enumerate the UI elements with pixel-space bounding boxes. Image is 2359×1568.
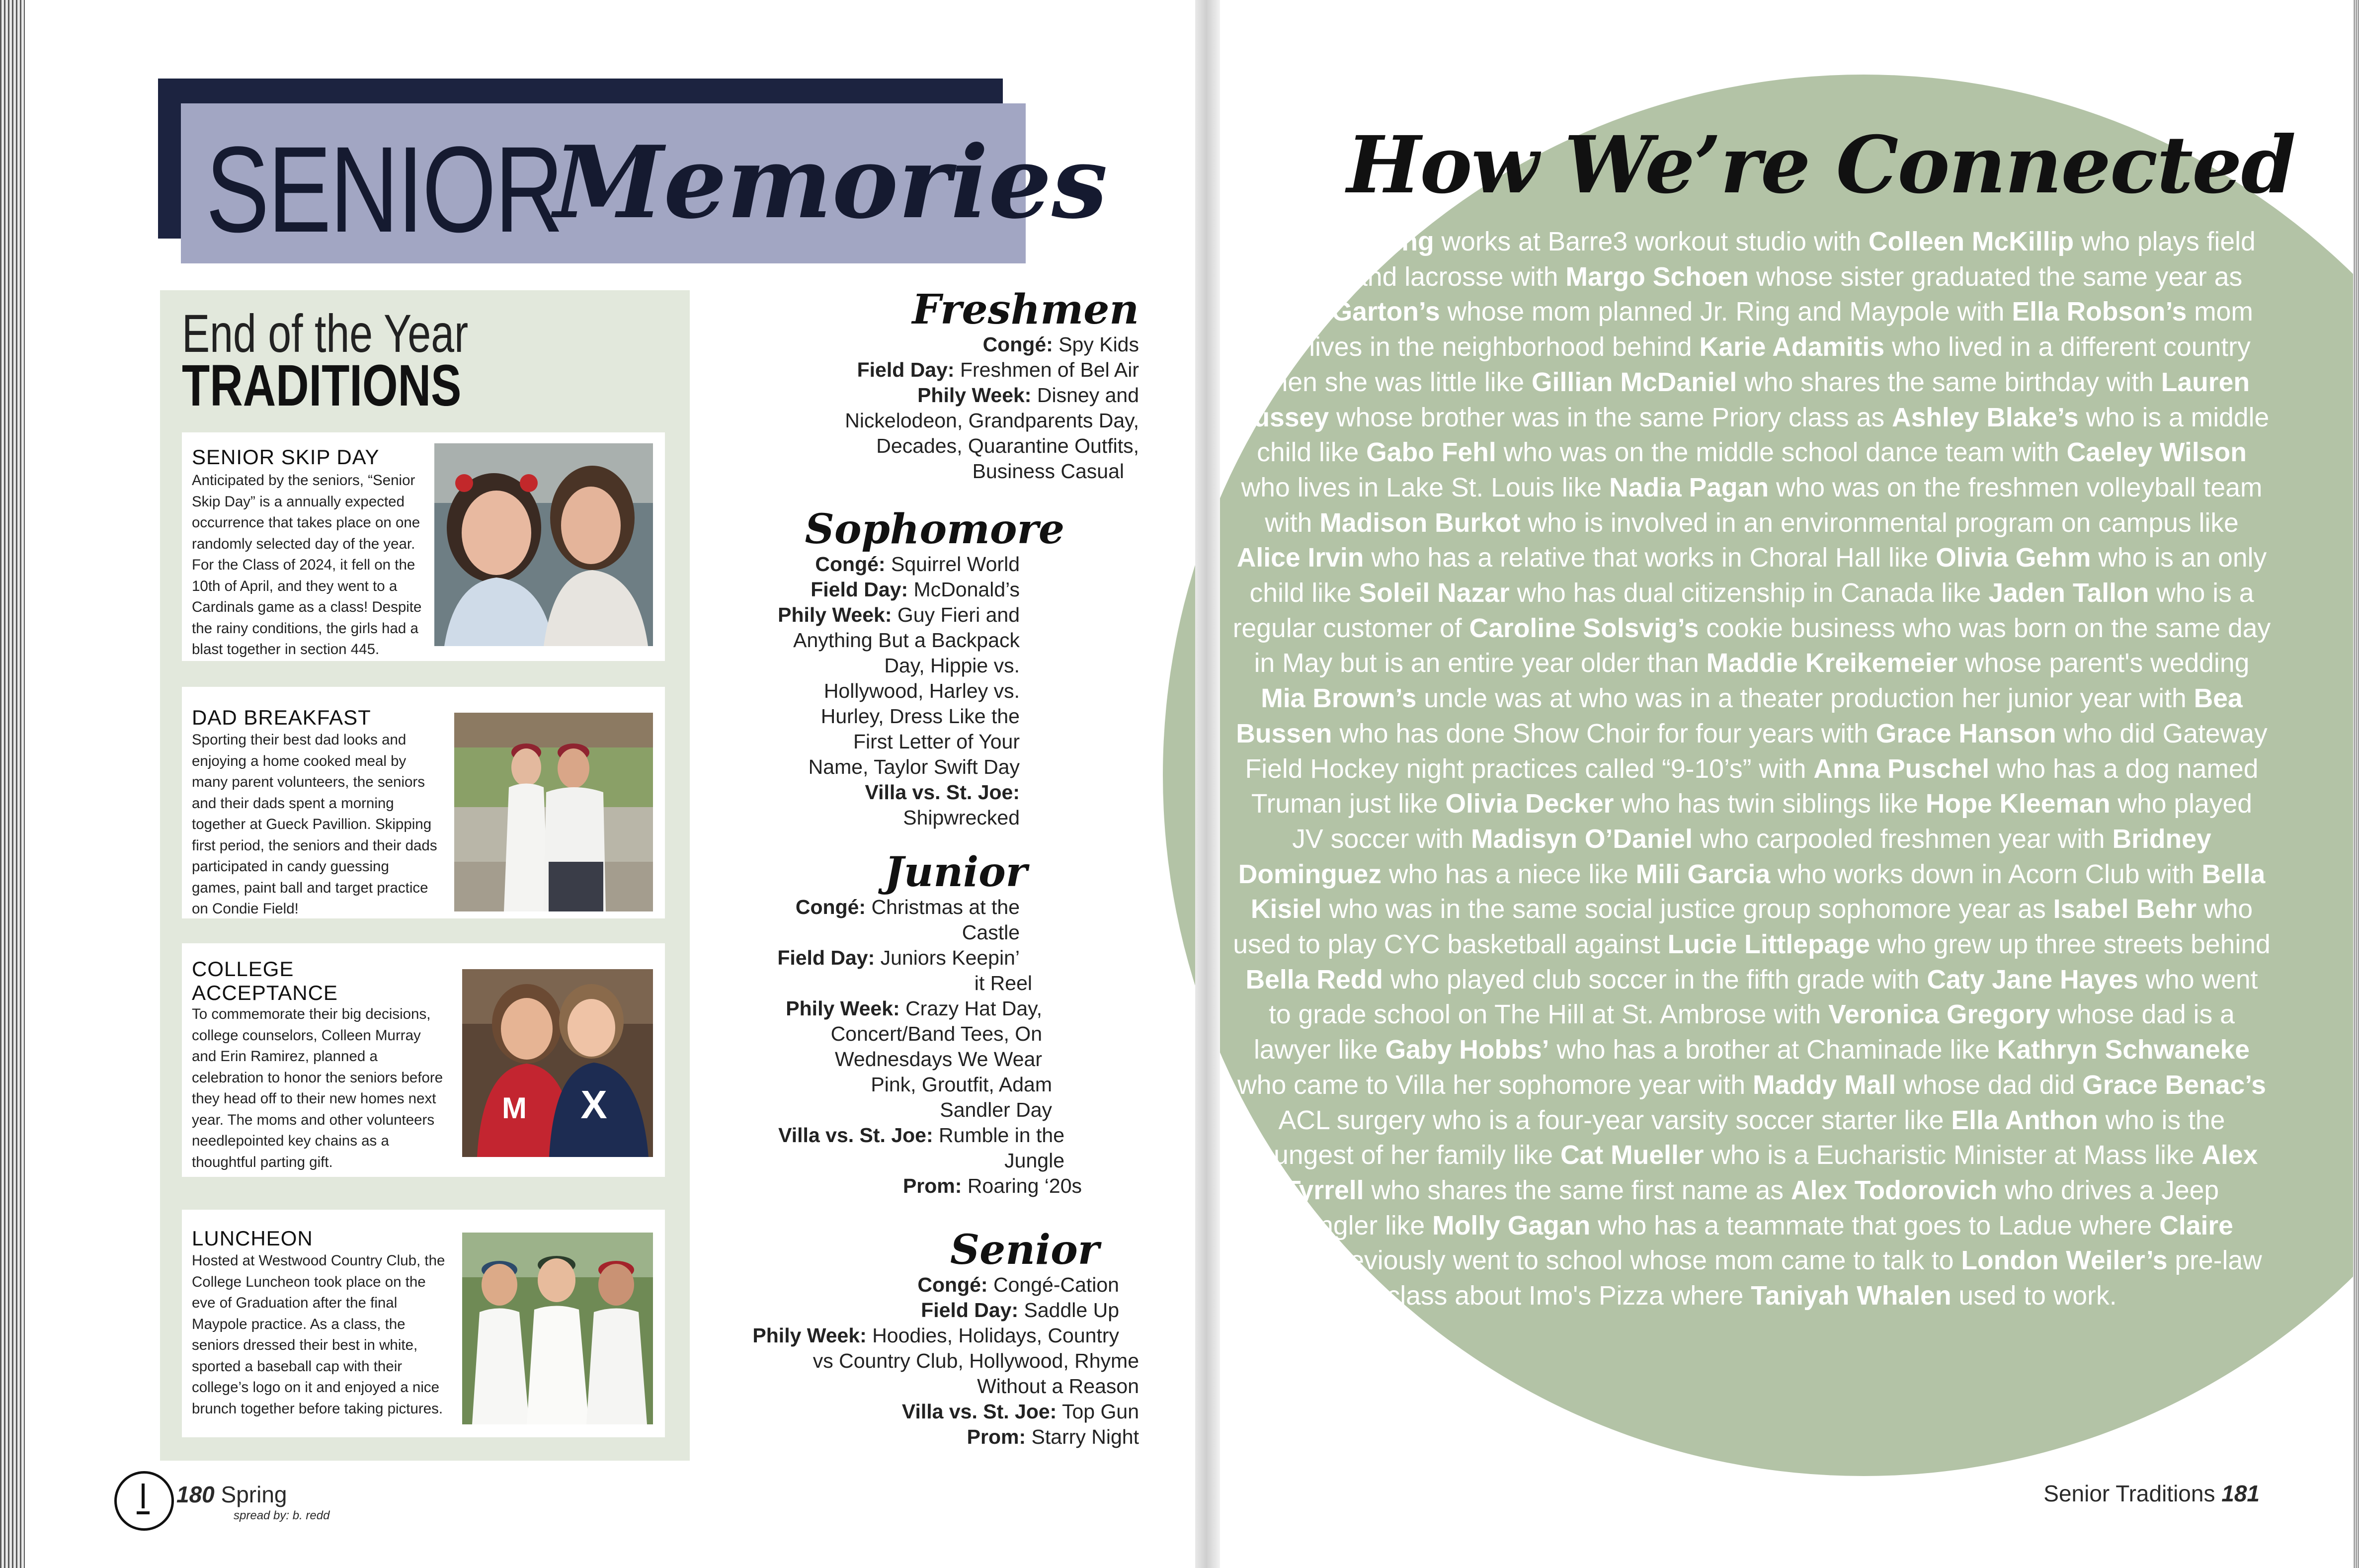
folio-section-right: Senior Traditions [2043,1481,2215,1506]
field-day-line: it Reel [974,972,1032,994]
card-body: Hosted at Westwood Country Club, the College Luncheon took place on the eve of Graduation after the final Maypole practice. As a class, the seniors dressed their best in white, sported a baseball cap with their college’s logo on it and enjoyed a nice brunch together before taking pictures. [192,1252,445,1417]
traditions-panel [160,290,690,1461]
student-name: Alex Tyrrell [1284,1141,2258,1205]
student-name: Colleen McKillip [1868,227,2074,256]
phily-week-line: Sandler Day [940,1098,1052,1121]
connection-text: who has a relative that works in Choral Hall like [1364,543,1936,573]
conge-line [741,332,1139,357]
label: Villa vs. St. Joe: [778,1124,933,1147]
student-name: Mili Garcia [1635,859,1771,889]
card-body: To commemorate their big decisions, college counselors, Colleen Murray and Erin Ramirez, planned a celebration to honor the seniors before they head off to their new homes next year. The moms and other volunteers needlepointed key chains as a thoughtful parting gift. [192,1006,443,1170]
connection-text: mom who lives in the neighborhood behind [1253,297,2253,362]
connected-title: How We’re Connected [1347,119,2295,211]
label: Phily Week: [917,384,1032,407]
year-senior [692,1228,1139,1450]
student-name: Gillian McDaniel [1531,367,1737,397]
student-name: Bella Redd [1245,965,1383,994]
phily-week-line: Hollywood, Harley vs. [823,679,1020,702]
value: Crazy Hat Day, [905,997,1042,1020]
connection-text: who is the youngest of her family like [1245,1105,2225,1170]
student-name: Caeley Wilson [2066,438,2247,468]
student-name: Ella Anthon [1951,1105,2098,1135]
phily-week-line [722,602,1020,628]
year-heading: Senior [950,1226,1099,1274]
label: Congé: [795,896,866,918]
student-name: Gaby Hobbs’ [1385,1035,1549,1065]
value: Saddle Up [1024,1299,1119,1321]
conge-line [722,895,1020,920]
student-name: Anna Puschel [1813,754,1990,784]
phily-week-line: Pink, Groutfit, Adam [871,1073,1052,1096]
connection-text: who played club soccer in the fifth grade with [1383,965,1927,994]
phily-week-line: Nickelodeon, Grandparents Day, [845,409,1139,432]
value: Hoodies, Holidays, Country [872,1324,1119,1347]
connection-text: whose brother was in the same Priory class as [1329,403,1892,432]
folio-left [176,1481,287,1508]
label: Phily Week: [786,997,900,1020]
label: Congé: [982,333,1053,356]
prom-line [722,1173,1082,1199]
card-title: COLLEGE ACCEPTANCE [192,957,338,1004]
connection-text: who drives a Jeep Wrangler like [1270,1175,2219,1240]
phily-week-line: Anything But a Backpack [793,629,1020,652]
student-name: Claire Myers [1241,1211,2233,1276]
connection-text: whose dad is a lawyer like [1253,1000,2235,1065]
phily-week-line: Business Casual [972,460,1124,483]
label: Field Day: [777,946,875,969]
connection-text: who was on the freshmen volleyball team with [1265,473,2263,538]
photo-dad-breakfast [454,713,653,911]
svg-text:M: M [502,1091,527,1125]
student-name: Olivia Decker [1445,789,1614,819]
phily-week-line: Without a Reason [977,1375,1139,1398]
student-name: Grace Benac’s [2082,1070,2266,1100]
connection-text: who lives in Lake St. Louis like [1241,473,1610,502]
phily-week-line: Day, Hippie vs. [884,654,1020,677]
conge-line [692,1272,1119,1298]
label: Prom: [902,1174,962,1197]
phily-week-line: Hurley, Dress Like the [820,705,1020,728]
connection-text: who has done Show Choir for four years with [1332,719,1876,748]
year-heading: Freshmen [912,286,1139,333]
connection-text: who carpooled freshmen year with [1692,824,2113,854]
student-name: Veronica Gregory [1828,1000,2050,1030]
student-name: Caroline Solsvig’s [1469,613,1699,643]
connection-text: who is a regular customer of [1232,578,2254,643]
page-number-right: 181 [2221,1481,2260,1506]
phily-week-line: First Letter of Your [853,730,1020,753]
card-title: LUNCHEON [192,1227,313,1250]
connection-text: who is involved in an environmental program on campus like [1520,508,2239,538]
student-name: Hope Kleeman [1925,789,2111,819]
phily-week-line: Concert/Band Tees, On [830,1022,1042,1045]
value: Congé-Cation [993,1273,1119,1296]
student-name: Bella Kisiel [1250,859,2266,924]
value: Roaring ‘20s [967,1174,1082,1197]
label: Phily Week: [778,603,892,626]
exclamation-circle-icon [114,1471,174,1531]
connection-text: whose mom planned Jr. Ring and Maypole with [1440,297,2012,327]
student-name: Bea Bussen [1236,684,2243,748]
connection-text: whose dad did [1896,1070,2083,1100]
card-title: SENIOR SKIP DAY [192,445,380,469]
value: Spy Kids [1058,333,1139,356]
connection-text: cookie business who was born on the same day in May but is an entire year older than [1254,613,2271,678]
connection-text: who shares the same birthday with [1737,367,2161,397]
connection-text: who works down in Acorn Club with [1770,859,2202,889]
value: McDonald’s [913,578,1020,601]
field-day-line [692,1298,1119,1323]
student-name: Olivia Gehm [1936,543,2091,573]
tradition-card-college-acceptance [182,943,665,1177]
connected-paragraph [1232,225,2271,1314]
connection-text: who was on the middle school dance team with [1496,438,2067,468]
student-name: Margo Schoen [1565,262,1749,292]
conge-line: Castle [962,921,1020,944]
connection-text: who is a Eucharistic Minister at Mass like [1704,1141,2202,1170]
tradition-card-luncheon [182,1210,665,1437]
photo-college-acceptance [462,969,653,1157]
connection-text: who is a middle child like [1257,403,2270,468]
villa-line [722,780,1020,805]
student-name: Ashley Blake’s [1891,403,2079,432]
student-name: Lucie Littlepage [1667,930,1870,960]
connection-text: used to work. [1951,1281,2117,1311]
label: Field Day: [921,1299,1019,1321]
student-name: Jaden Tallon [1988,578,2149,608]
student-name: Ella Robson’s [2012,297,2187,327]
student-name: Claire Garton’s [1250,297,1440,327]
connection-text: who shares the same first name as [1364,1175,1791,1205]
photo-skip-day [434,443,653,646]
phily-week-line: Decades, Quarantine Outfits, [876,434,1139,457]
folio-right [2043,1480,2260,1507]
connection-text: who lived in a different country when she was little like [1253,332,2251,397]
student-name: London Weiler’s [1961,1246,2168,1276]
connection-text: who was in the same social justice group sophomore year as [1321,895,2053,924]
phily-week-line: vs Country Club, Hollywood, Rhyme [813,1349,1139,1372]
student-name: Bridney Dominguez [1238,824,2211,889]
connection-text: works at Barre3 workout studio with [1434,227,1869,256]
card-body: Anticipated by the seniors, “Senior Skip Day” is a annually expected occurrence that takes place on one randomly selected day of the year. For the Class of 2024, it fell on the 10th of April, and they went to a Cardinals game as a class! Despite the rainy conditions, the girls had a blast together in section 445. [192,472,422,658]
prom-line [692,1424,1139,1450]
student-name: Marin Rohlfing [1248,227,1434,256]
connection-text: who has a teammate that goes to Ladue where [1590,1211,2160,1240]
villa-line [722,1123,1064,1148]
student-name: Madisyn O’Daniel [1471,824,1693,854]
label: Phily Week: [752,1324,867,1347]
year-sophomore [722,505,1064,830]
student-name: Alice Irvin [1236,543,1364,573]
page-title [206,119,1108,260]
value: Juniors Keepin’ [880,946,1020,969]
connection-text: who grew up three streets behind [1870,930,2271,960]
phily-week-line [692,1323,1119,1348]
label: Villa vs. St. Joe: [901,1400,1057,1423]
connection-text: who used to play CYC basketball against [1233,895,2253,960]
year-freshmen [741,287,1139,484]
student-name: Grace Hanson [1875,719,2056,748]
phily-week-line: Wednesdays We Wear [834,1048,1042,1071]
connection-text: previously went to school whose mom came to talk to [1318,1246,1961,1276]
year-junior [722,848,1082,1199]
student-name: Cat Mueller [1560,1141,1704,1170]
student-name: Caty Jane Hayes [1927,965,2138,994]
page-edges-right [2353,0,2359,1568]
book-gutter [1195,0,1220,1568]
value: Christmas at the [871,896,1020,918]
connection-text: ACL surgery who is a four-year varsity soccer starter like [1278,1105,1952,1135]
title-senior: SENIOR [206,121,562,258]
phily-week-line: Name, Taylor Swift Day [808,755,1020,778]
student-name: Maddy Mall [1752,1070,1896,1100]
card-title: DAD BREAKFAST [192,706,371,729]
page-edges [0,0,25,1568]
student-name: Maddie Kreikemeier [1706,649,1958,678]
field-day-line [722,945,1020,971]
connection-text: uncle was at who was in a theater production her junior year with [1416,684,2194,714]
tradition-card-skip-day [182,432,665,661]
label: Field Day: [857,358,955,381]
student-name: Isabel Behr [2053,895,2197,924]
student-name: Madison Burkot [1319,508,1521,538]
connection-text: who came to Villa her sophomore year with [1237,1070,1753,1100]
label: Congé: [917,1273,988,1296]
label: Field Day: [811,578,908,601]
phily-week-line [741,383,1139,408]
label: Prom: [967,1425,1026,1448]
traditions-heading-line1: End of the Year [182,303,469,363]
value: Disney and [1037,384,1139,407]
spread-credit: spread by: b. redd [234,1509,330,1522]
page-number-left: 180 [176,1482,215,1507]
student-name: Molly Gagan [1432,1211,1591,1240]
value: Freshmen of Bel Air [960,358,1139,381]
student-name: Taniyah Whalen [1751,1281,1952,1311]
student-name: Kathryn Schwaneke [1997,1035,2250,1065]
value: Starry Night [1031,1425,1139,1448]
student-name: Karie Adamitis [1699,332,1885,362]
tradition-card-dad-breakfast [182,687,665,918]
value: Rumble in the [939,1124,1064,1147]
connection-text: who is an only child like [1249,543,2267,608]
folio-section-left: Spring [221,1482,287,1507]
connection-text: who plays field hockey and lacrosse with [1261,227,2256,292]
photo-luncheon [462,1233,653,1424]
traditions-heading-line2: TRADITIONS [182,353,462,418]
card-body: Sporting their best dad looks and enjoying a home cooked meal by many parent volunteers, the seniors and their dads spent a morning together at Gueck Pavillion. Skipping first period, the seniors and their dads participated in candy guessing games, paint ball and target practice on Condie Field! [192,732,437,917]
connection-text: who did Gateway Field Hockey night practices called “9-10’s” with [1245,719,2268,784]
student-name: Mia Brown’s [1261,684,1417,714]
label: Congé: [815,553,886,576]
year-heading: Junior [884,848,1027,896]
field-day-line [741,357,1139,383]
connection-text: who went to grade school on The Hill at St. Ambrose with [1269,965,2258,1030]
conge-line [722,552,1020,577]
year-heading: Sophomore [805,505,1064,553]
title-memories: Memories [554,124,1108,241]
phily-week-line [722,996,1042,1021]
label: Villa vs. St. Joe: [865,781,1020,804]
connection-text: who played JV soccer with [1292,789,2253,854]
villa-line [692,1399,1139,1424]
connection-text: who has dual citizenship in Canada like [1509,578,1989,608]
student-name: Nadia Pagan [1609,473,1769,502]
villa-value: Shipwrecked [903,806,1020,829]
value: Top Gun [1062,1400,1139,1423]
connection-text: who has a dog named Truman just like [1251,754,2259,819]
connection-text: who has a niece like [1382,859,1636,889]
connection-text: who has a brother at Chaminade like [1549,1035,1997,1065]
connection-text: whose sister graduated the same year as [1748,262,2243,292]
connection-text: whose parent's wedding [1957,649,2250,678]
student-name: Soleil Nazar [1359,578,1510,608]
villa-line: Jungle [1004,1149,1064,1172]
value: Squirrel World [891,553,1020,576]
student-name: Alex Todorovich [1790,1175,1998,1205]
student-name: Gabo Fehl [1366,438,1496,468]
student-name: Lauren Hussey [1234,367,2250,432]
field-day-line [722,577,1020,602]
connection-text: who has twin siblings like [1614,789,1926,819]
value: Guy Fieri and [897,603,1020,626]
connection-text: pre-law class about Imo's Pizza where [1386,1246,2262,1311]
svg-text:X: X [580,1082,607,1127]
